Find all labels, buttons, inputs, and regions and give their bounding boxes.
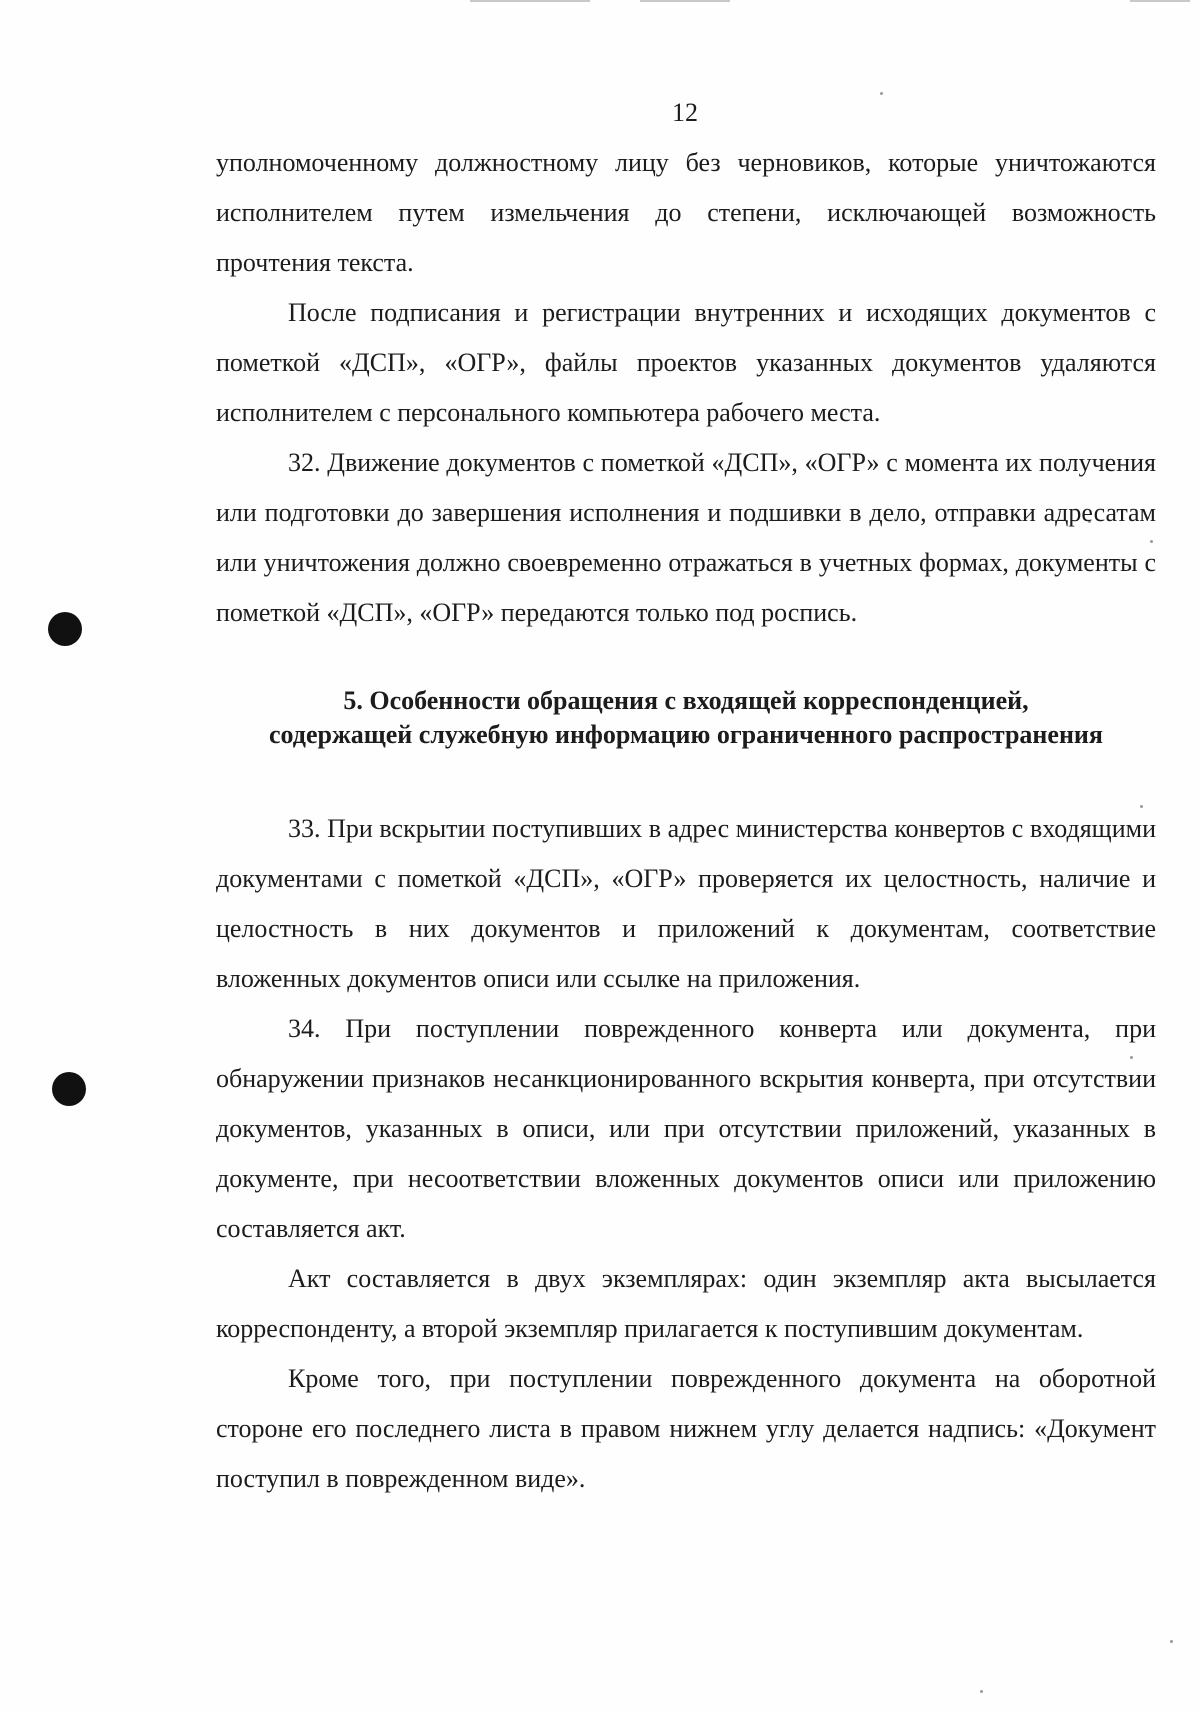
punch-hole — [48, 612, 82, 646]
paragraph: Акт составляется в двух экземплярах: один экземпляр акта высылается корреспонденту, а второй экземпляр прилагается к поступившим документам. — [216, 1264, 1156, 1343]
section-heading-line2: содержащей служебную информацию ограниченного распространения — [269, 720, 1103, 749]
paragraph-34: 34. При поступлении поврежденного конверта или документа, при обнаружении признаков несанкционированного вскрытия конверта, при отсутствии документов, указанных в описи, или при отсутствии приложений, указанных в документе, при несоответствии вложенных документов описи или приложению составляется акт. — [216, 1014, 1156, 1243]
scan-speck — [880, 92, 883, 95]
scan-edge-mark — [1130, 0, 1190, 2]
scan-edge-mark — [470, 0, 590, 2]
paragraph: После подписания и регистрации внутренних и исходящих документов с пометкой «ДСП», «ОГР», файлы проектов указанных документов удаляются исполнителем с персонального компьютера рабочего места. — [216, 298, 1156, 427]
document-body — [216, 138, 1156, 1504]
section-heading-line1: 5. Особенности обращения с входящей корреспонденцией, — [343, 686, 1029, 715]
scan-edge-mark — [640, 0, 730, 2]
paragraph-32: 32. Движение документов с пометкой «ДСП», «ОГР» с момента их получения или подготовки до завершения исполнения и подшивки в дело, отправки адресатам или уничтожения должно своевременно отражаться в учетных формах, документы с пометкой «ДСП», «ОГР» передаются только под роспись. — [216, 448, 1156, 627]
scan-speck — [1170, 1640, 1173, 1643]
scan-speck — [980, 1690, 983, 1693]
punch-hole — [52, 1072, 86, 1106]
paragraph: уполномоченному должностному лицу без черновиков, которые уничтожаются исполнителем путем измельчения до степени, исключающей возможность прочтения текста. — [216, 148, 1156, 277]
paragraph: Кроме того, при поступлении поврежденного документа на оборотной стороне его последнего листа в правом нижнем углу делается надпись: «Документ поступил в поврежденном виде». — [216, 1364, 1156, 1493]
page-number: 12 — [672, 98, 698, 127]
section-heading — [216, 684, 1156, 752]
paragraph-33: 33. При вскрытии поступивших в адрес министерства конвертов с входящими документами с пометкой «ДСП», «ОГР» проверяется их целостность, наличие и целостность в них документов и приложений к документам, соответствие вложенных документов описи или ссылке на приложения. — [216, 814, 1156, 993]
